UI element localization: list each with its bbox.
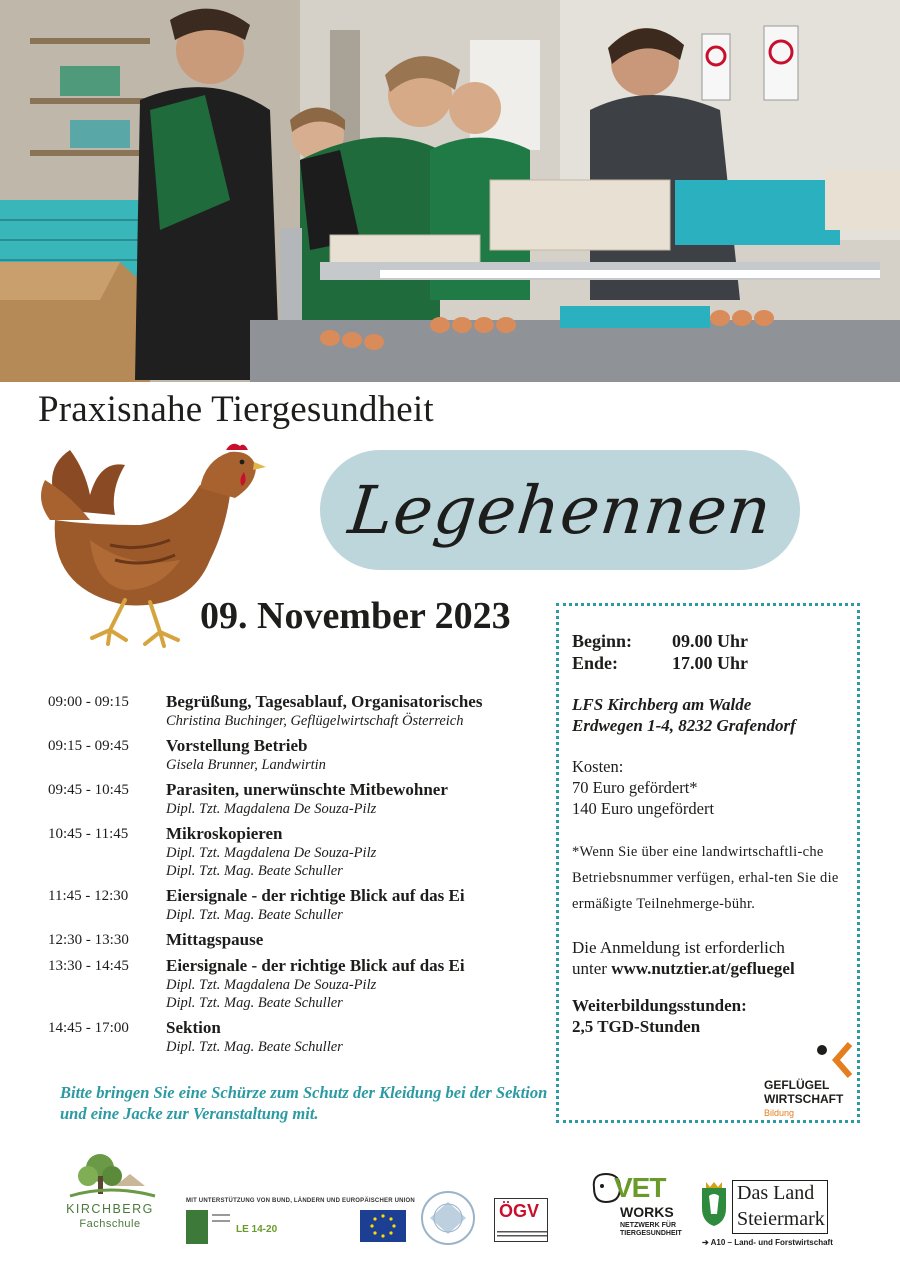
title-banner bbox=[320, 450, 800, 570]
schedule-time: 14:45 - 17:00 bbox=[48, 1020, 129, 1036]
schedule-title: Mittagspause bbox=[166, 930, 264, 949]
ogv-label: ÖGV bbox=[499, 1201, 540, 1221]
steiermark-department: ➔ A10 – Land- und Forstwirtschaft bbox=[702, 1238, 833, 1247]
certificate-seal-icon bbox=[418, 1188, 478, 1248]
gefluegelwirtschaft-logo bbox=[760, 1040, 860, 1120]
location bbox=[572, 694, 845, 736]
training-value: 2,5 TGD-Stunden bbox=[572, 1017, 701, 1036]
schedule-item bbox=[166, 886, 548, 924]
schedule-time: 09:45 - 10:45 bbox=[48, 782, 129, 798]
schedule-time: 09:00 - 09:15 bbox=[48, 694, 129, 710]
schedule-row bbox=[48, 692, 548, 730]
schedule-title: Sektion bbox=[166, 1018, 221, 1037]
schedule-title: Begrüßung, Tagesablauf, Organisatorisches bbox=[166, 692, 483, 711]
registration-link[interactable]: www.nutztier.at/gefluegel bbox=[611, 959, 795, 978]
schedule-item bbox=[166, 780, 548, 818]
kirchberg-name: KIRCHBERG bbox=[66, 1202, 154, 1216]
training-block bbox=[572, 995, 845, 1037]
chevron-left-icon bbox=[816, 1042, 856, 1078]
vetworks-logo bbox=[590, 1160, 690, 1250]
registration-line bbox=[572, 958, 845, 979]
gefluegel-line-1: GEFLÜGEL bbox=[764, 1078, 830, 1092]
eu-funding-strip bbox=[186, 1198, 415, 1248]
registration-block bbox=[572, 937, 845, 979]
egg-grading-scene-illustration bbox=[0, 0, 900, 382]
coat-of-arms-icon bbox=[700, 1182, 728, 1226]
schedule-row bbox=[48, 1018, 548, 1056]
ogv-logo bbox=[494, 1198, 548, 1242]
tree-icon bbox=[60, 1150, 160, 1202]
ogv-subtitle-lines-icon bbox=[497, 1231, 547, 1239]
schedule-speaker: Dipl. Tzt. Magdalena De Souza-Pilz bbox=[166, 845, 377, 861]
steiermark-logo bbox=[700, 1180, 900, 1250]
schedule-speaker: Dipl. Tzt. Mag. Beate Schuller bbox=[166, 1039, 343, 1055]
cost-footnote: *Wenn Sie über eine landwirtschaftli-che Betriebsnummer verfügen, erhal-ten Sie die ermäßigte Teilnehmerge-bühr. bbox=[572, 844, 839, 912]
schedule-title: Eiersignale - der richtige Blick auf das Ei bbox=[166, 956, 465, 975]
begin-value: 09.00 Uhr bbox=[672, 631, 748, 651]
iso-certified-badge bbox=[418, 1188, 478, 1248]
schedule-row bbox=[48, 824, 548, 880]
event-title: Legehennen bbox=[344, 471, 776, 549]
begin-label: Beginn: bbox=[572, 631, 633, 651]
schedule-item bbox=[166, 930, 548, 950]
schedule-row bbox=[48, 780, 548, 818]
schedule-title: Eiersignale - der richtige Blick auf das Ei bbox=[166, 886, 465, 905]
schedule-row bbox=[48, 736, 548, 774]
le-1420-label: LE 14-20 bbox=[236, 1224, 278, 1235]
schedule-speaker: Dipl. Tzt. Magdalena De Souza-Pilz bbox=[166, 977, 377, 993]
schedule-speaker: Gisela Brunner, Landwirtin bbox=[166, 757, 326, 773]
schedule-time: 09:15 - 09:45 bbox=[48, 738, 129, 754]
gefluegel-bildung: Bildung bbox=[764, 1108, 795, 1118]
schedule-time: 12:30 - 13:30 bbox=[48, 932, 129, 948]
schedule-title: Parasiten, unerwünschte Mitbewohner bbox=[166, 780, 448, 799]
schedule-title: Vorstellung Betrieb bbox=[166, 736, 308, 755]
schedule-row bbox=[48, 886, 548, 924]
schedule-row bbox=[48, 956, 548, 1012]
kirchberg-sub: Fachschule bbox=[79, 1218, 141, 1230]
end-value: 17.00 Uhr bbox=[672, 653, 748, 673]
vetworks-line-3: NETZWERK FÜR TIERGESUNDHEIT bbox=[620, 1222, 682, 1237]
location-line-1: LFS Kirchberg am Walde bbox=[572, 695, 752, 714]
schedule-speaker: Dipl. Tzt. Magdalena De Souza-Pilz bbox=[166, 801, 377, 817]
attendee-note: Bitte bringen Sie eine Schürze zum Schutz der Kleidung bei der Sektion und eine Jacke zur Veranstaltung mit. bbox=[60, 1083, 548, 1123]
schedule-speaker: Christina Buchinger, Geflügelwirtschaft Österreich bbox=[166, 713, 464, 729]
cost-funded: 70 Euro gefördert* bbox=[572, 778, 698, 797]
schedule-item bbox=[166, 956, 548, 1012]
begin-row bbox=[572, 630, 845, 652]
vetworks-line-2: WORKS bbox=[620, 1204, 674, 1220]
training-label: Weiterbildungsstunden: bbox=[572, 996, 747, 1015]
location-line-2: Erdwegen 1-4, 8232 Grafendorf bbox=[572, 716, 796, 735]
schedule-item bbox=[166, 824, 548, 880]
schedule-row bbox=[48, 930, 548, 950]
kirchberg-logo bbox=[60, 1150, 170, 1240]
schedule-item bbox=[166, 736, 548, 774]
end-label: Ende: bbox=[572, 653, 619, 673]
cost-label: Kosten: bbox=[572, 757, 624, 776]
schedule-speaker: Dipl. Tzt. Mag. Beate Schuller bbox=[166, 907, 343, 923]
schedule-speaker: Dipl. Tzt. Mag. Beate Schuller bbox=[166, 995, 343, 1011]
schedule-item bbox=[166, 692, 548, 730]
schedule-title: Mikroskopieren bbox=[166, 824, 283, 843]
end-row bbox=[572, 652, 845, 674]
schedule-time: 13:30 - 14:45 bbox=[48, 958, 129, 974]
cost-block bbox=[572, 756, 845, 819]
event-date: 09. November 2023 bbox=[200, 595, 511, 637]
gefluegel-line-2: WIRTSCHAFT bbox=[764, 1092, 844, 1106]
registration-text: Die Anmeldung ist erforderlich bbox=[572, 938, 785, 957]
funding-logos-icon bbox=[186, 1208, 406, 1248]
vetworks-line-1: VET bbox=[614, 1172, 666, 1203]
schedule-time: 11:45 - 12:30 bbox=[48, 888, 129, 904]
registration-prefix: unter bbox=[572, 959, 607, 978]
eu-funding-heading: MIT UNTERSTÜTZUNG VON BUND, LÄNDERN UND EUROPÄISCHER UNION bbox=[186, 1198, 415, 1204]
gefluegel-wordmark bbox=[764, 1078, 843, 1106]
event-subtitle: Praxisnahe Tiergesundheit bbox=[38, 389, 434, 430]
steiermark-line-1: Das Land bbox=[737, 1182, 815, 1204]
cost-unfunded: 140 Euro ungefördert bbox=[572, 799, 715, 818]
schedule-list bbox=[48, 692, 548, 1062]
hero-photo bbox=[0, 0, 900, 382]
schedule-speaker: Dipl. Tzt. Mag. Beate Schuller bbox=[166, 863, 343, 879]
schedule-item bbox=[166, 1018, 548, 1056]
steiermark-line-2: Steiermark bbox=[737, 1208, 825, 1230]
schedule-time: 10:45 - 11:45 bbox=[48, 826, 129, 842]
